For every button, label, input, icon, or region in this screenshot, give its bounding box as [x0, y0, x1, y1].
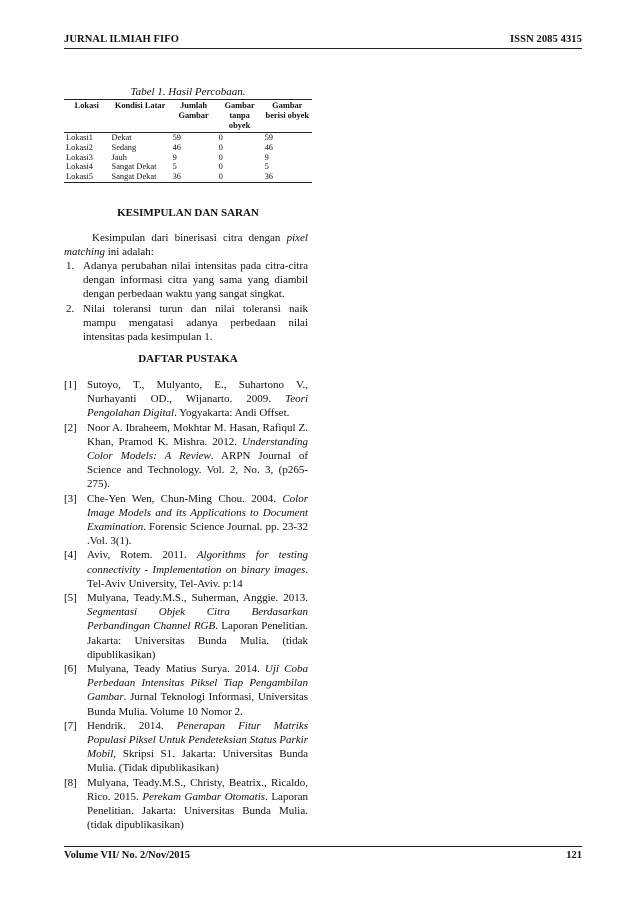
- table-cell: 5: [172, 162, 177, 172]
- conclusion-list: [64, 259, 308, 344]
- reference-text: Mulyana, Teady.M.S., Christy, Beatrix., Ricaldo, Rico. 2015.: [87, 776, 308, 803]
- table-cell: 9: [172, 152, 177, 162]
- table-header-row: [64, 100, 312, 133]
- reference-title: Segmentasi Objek Citra Berdasarkan Perbandingan Channel RGB: [87, 606, 308, 633]
- reference-text-end: . Forensic Science Journal. pp. 23-32 .Vol. 3(1).: [87, 521, 308, 548]
- section-title-conclusion: KESIMPULAN DAN SARAN: [117, 207, 259, 219]
- reference-title: Perekam Gambar Otomatis: [142, 790, 266, 803]
- reference-title: Algorithms for testing connectivity - Implementation on binary images: [87, 549, 308, 576]
- reference-text: Mulyana, Teady Matius Surya. 2014.: [87, 663, 265, 676]
- reference-text: Che-Yen Wen, Chun-Ming Chou. 2004.: [87, 492, 283, 505]
- table-cell: Lokasi3: [66, 152, 93, 162]
- table-cell: Sangat Dekat: [111, 162, 157, 172]
- list-text: Nilai toleransi turun dan nilai toleransi naik mampu mengatasi adanya perbedaan nilai intensitas pada kesimpulan 1.: [83, 302, 308, 344]
- reference-item: [64, 548, 308, 591]
- intro-text-end: ini adalah:: [104, 246, 154, 259]
- volume-info: Volume VII/ No. 2/Nov/2015: [64, 850, 191, 861]
- table-cell: 9: [264, 152, 269, 162]
- list-number: 2.: [66, 302, 75, 315]
- table-cell: 36: [172, 172, 181, 182]
- reference-number: [2]: [64, 421, 77, 434]
- reference-text: Hendrik. 2014.: [87, 719, 177, 732]
- reference-item: [64, 591, 308, 662]
- table-caption: Tabel 1. Hasil Percobaan.: [130, 86, 246, 98]
- reference-title: Understanding Color Models: A Review: [87, 435, 308, 463]
- table-cell: Dekat: [111, 133, 132, 142]
- reference-number: [8]: [64, 776, 77, 789]
- col-header-lokasi: Lokasi: [74, 101, 99, 110]
- page-number: 121: [566, 850, 582, 861]
- conclusion-intro: [64, 231, 308, 259]
- table-cell: 59: [264, 133, 273, 142]
- table-cell: 0: [218, 162, 223, 172]
- list-number: 1.: [66, 260, 75, 272]
- reference-text-end: . Laporan Penelitian. Jakarta: Universitas Bunda Mulia. (tidak dipublikasikan): [87, 790, 308, 832]
- table-cell: Lokasi4: [66, 162, 93, 172]
- reference-number: [5]: [64, 592, 77, 605]
- table-cell: 0: [218, 133, 223, 142]
- reference-title: Color Image Models and its Applications to Document Examination: [87, 492, 308, 534]
- table-cell: 59: [172, 133, 181, 142]
- table-cell: Sangat Dekat: [111, 172, 157, 182]
- list-text: Adanya perubahan nilai intensitas pada citra-citra dengan informasi citra yang sama yang diambil dengan perbedaan waktu yang sangat singkat.: [83, 260, 308, 301]
- running-footer: [64, 846, 582, 861]
- reference-text-end: . Tel-Aviv University, Tel-Aviv. p:14: [87, 563, 308, 590]
- list-item: [64, 302, 308, 345]
- table-cell: 36: [264, 172, 273, 182]
- reference-number: [3]: [64, 492, 77, 505]
- table-cell: 0: [218, 172, 223, 182]
- table-cell: 46: [264, 142, 273, 152]
- reference-item: [64, 492, 308, 549]
- reference-text: Sutoyo, T., Mulyanto, E., Suhartono V., Nurhayanti OD., Wijanarto. 2009.: [87, 379, 308, 406]
- table-cell: Lokasi2: [66, 142, 93, 152]
- col-header-jumlah-gambar: Jumlah Gambar: [178, 101, 209, 120]
- reference-text: Mulyana, Teady.M.S., Suherman, Anggie. 2013.: [87, 592, 308, 605]
- reference-number: [7]: [64, 719, 77, 732]
- reference-list: [64, 378, 308, 833]
- table-row: [64, 133, 312, 143]
- reference-item: [64, 378, 308, 421]
- reference-number: [4]: [64, 549, 77, 562]
- reference-text: Noor A. Ibraheem, Mokhtar M. Hasan, Rafiqul Z. Khan, Pramod K. Mishra. 2012.: [87, 421, 308, 448]
- table-row: [64, 153, 312, 163]
- reference-title: Uji Coba Perbedaan Intensitas Piksel Tiap Pengambilan Gambar: [87, 663, 308, 704]
- reference-text: Aviv, Rotem. 2011.: [87, 549, 197, 562]
- list-item: [64, 259, 308, 302]
- table-cell: 46: [172, 142, 181, 152]
- reference-item: [64, 662, 308, 719]
- reference-text-end: . Jurnal Teknologi Informasi, Universitas Bunda Mulia. Volume 10 Nomor 2.: [87, 691, 308, 718]
- table-cell: Jauh: [111, 152, 127, 162]
- intro-text: Kesimpulan dari binerisasi citra dengan: [92, 232, 287, 244]
- col-header-gambar-berisi-obyek: Gambar berisi obyek: [265, 101, 310, 120]
- reference-item: [64, 719, 308, 776]
- col-header-gambar-tanpa-obyek: Gambar tanpa obyek: [224, 101, 255, 130]
- reference-number: [1]: [64, 379, 77, 391]
- reference-item: [64, 776, 308, 833]
- table-cell: 0: [218, 142, 223, 152]
- reference-text-end: . ARPN Journal of Science and Technology. Vol. 2, No. 3, (p265-275).: [87, 450, 308, 491]
- intro-emphasis: pixel matching: [64, 232, 308, 259]
- results-table: [64, 99, 312, 183]
- reference-text-end: . Laporan Penelitian. Jakarta: Universitas Bunda Mulia. (tidak dipublikasikan): [87, 620, 308, 661]
- reference-text-end: , Skripsi S1. Jakarta: Universitas Bunda Mulia. (Tidak dipublikasikan): [87, 748, 308, 775]
- table-row: [64, 143, 312, 153]
- reference-title: Penerapan Fitur Matriks Populasi Piksel Untuk Pendeteksian Status Parkir Mobil: [87, 719, 308, 761]
- journal-name: JURNAL ILMIAH FIFO: [64, 34, 179, 45]
- issn: ISSN 2085 4315: [510, 34, 582, 45]
- table-cell: 0: [218, 152, 223, 162]
- table-cell: Lokasi1: [66, 133, 93, 142]
- reference-text-end: . Yogyakarta: Andi Offset.: [174, 407, 290, 420]
- reference-number: [6]: [64, 663, 77, 676]
- reference-title: Teori Pengolahan Digital: [87, 393, 308, 420]
- running-header: [64, 34, 582, 49]
- reference-item: [64, 421, 308, 492]
- col-header-kondisi-latar: Kondisi Latar: [114, 101, 166, 110]
- table-row: [64, 172, 312, 182]
- table-cell: Lokasi5: [66, 172, 93, 182]
- section-title-references: DAFTAR PUSTAKA: [138, 353, 238, 365]
- table-cell: Sedang: [111, 142, 137, 152]
- table-cell: 5: [264, 162, 269, 172]
- table-row: [64, 162, 312, 172]
